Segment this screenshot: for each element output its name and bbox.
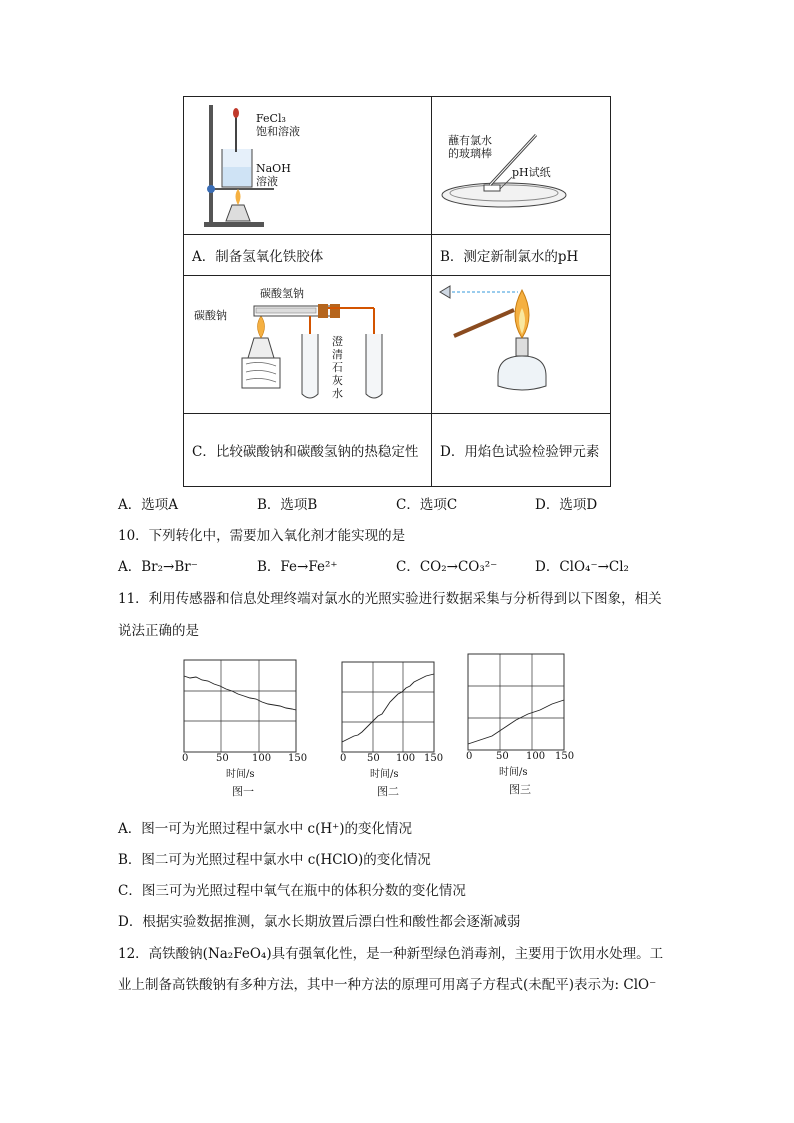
cell-a-figure <box>184 97 432 235</box>
label-solution: 溶液 <box>256 175 278 188</box>
q10-option-d: D．ClO₄⁻→Cl₂ <box>535 559 629 575</box>
graph-1-tick-0: 0 <box>182 753 189 764</box>
q10-option-b: B．Fe→Fe²⁺ <box>257 559 338 575</box>
graph-3-tick-0: 0 <box>466 751 473 762</box>
label-fecl3: FeCl₃ <box>256 112 286 125</box>
label-ph-paper: pH试纸 <box>512 166 551 179</box>
q12-line1: 12．高铁酸钠(Na₂FeO₄)具有强氧化性，是一种新型绿色消毒剂，主要用于饮用水处理。工 <box>118 946 664 962</box>
label-glass-rod-1: 蘸有氯水 <box>448 134 492 147</box>
q11-option-b: B．图二可为光照过程中氯水中 c(HClO)的变化情况 <box>118 852 431 868</box>
q9-option-c: C．选项C <box>396 497 458 513</box>
colloid-apparatus-drawing <box>184 97 431 234</box>
graph-2-name: 图二 <box>377 785 399 798</box>
caption-d: D．用焰色试验检验钾元素 <box>432 414 611 487</box>
flame-test-drawing <box>432 276 610 413</box>
label-limewater-2: 清 <box>332 348 343 361</box>
graph-2-tick-100: 100 <box>396 753 416 764</box>
caption-c: C．比较碳酸钠和碳酸氢钠的热稳定性 <box>184 414 432 487</box>
graph-1-tick-100: 100 <box>252 753 272 764</box>
graph-3-xlabel: 时间/s <box>499 767 528 778</box>
q10-option-a: A．Br₂→Br⁻ <box>118 559 198 575</box>
graph-1-xlabel: 时间/s <box>226 769 255 780</box>
q9-option-a: A．选项A <box>118 497 178 513</box>
graph-1 <box>180 658 302 764</box>
graph-2-tick-50: 50 <box>367 753 380 764</box>
graph-1-name: 图一 <box>232 785 254 798</box>
q12-line2: 业上制备高铁酸钠有多种方法，其中一种方法的原理可用离子方程式(未配平)表示为: ClO⁻ <box>118 977 657 993</box>
q11-option-d: D．根据实验数据推测，氯水长期放置后漂白性和酸性都会逐渐减弱 <box>118 914 521 930</box>
q10-option-c: C．CO₂→CO₃²⁻ <box>396 559 498 575</box>
cell-d-figure <box>432 276 611 414</box>
cell-b-figure <box>432 97 611 235</box>
label-limewater-5: 水 <box>332 387 343 400</box>
label-sodium-bicarbonate: 碳酸氢钠 <box>260 287 304 300</box>
q9-option-b: B．选项B <box>257 497 318 513</box>
caption-a: A．制备氢氧化铁胶体 <box>184 235 432 276</box>
q11-stem-line2: 说法正确的是 <box>118 623 199 639</box>
label-glass-rod-2: 的玻璃棒 <box>448 147 492 160</box>
label-saturated-solution: 饱和溶液 <box>256 125 300 138</box>
label-limewater-1: 澄 <box>332 335 343 348</box>
graph-1-tick-50: 50 <box>216 753 229 764</box>
q11-option-a: A．图一可为光照过程中氯水中 c(H⁺)的变化情况 <box>118 821 413 837</box>
q10-stem: 10．下列转化中，需要加入氧化剂才能实现的是 <box>118 528 406 544</box>
graph-3-tick-150: 150 <box>555 751 575 762</box>
graph-2-tick-150: 150 <box>424 753 444 764</box>
label-sodium-carbonate: 碳酸钠 <box>194 309 227 322</box>
q11-stem-line1: 11．利用传感器和信息处理终端对氯水的光照实验进行数据采集与分析得到以下图象，相关 <box>118 591 662 607</box>
cell-c-figure <box>184 276 432 414</box>
graph-3-tick-100: 100 <box>526 751 546 762</box>
graph-2-tick-0: 0 <box>340 753 347 764</box>
graph-2-xlabel: 时间/s <box>370 769 399 780</box>
label-naoh: NaOH <box>256 162 291 175</box>
label-limewater-4: 灰 <box>332 374 343 387</box>
graph-3-name: 图三 <box>509 783 531 796</box>
experiment-table <box>183 96 611 487</box>
graph-2 <box>338 658 442 764</box>
q11-option-c: C．图三可为光照过程中氧气在瓶中的体积分数的变化情况 <box>118 883 466 899</box>
graph-3 <box>464 652 570 752</box>
graph-1-tick-150: 150 <box>288 753 308 764</box>
q9-option-d: D．选项D <box>535 497 598 513</box>
graph-3-tick-50: 50 <box>496 751 509 762</box>
caption-b: B．测定新制氯水的pH <box>432 235 611 276</box>
thermal-stability-drawing <box>184 276 431 413</box>
label-limewater-3: 石 <box>332 361 343 374</box>
